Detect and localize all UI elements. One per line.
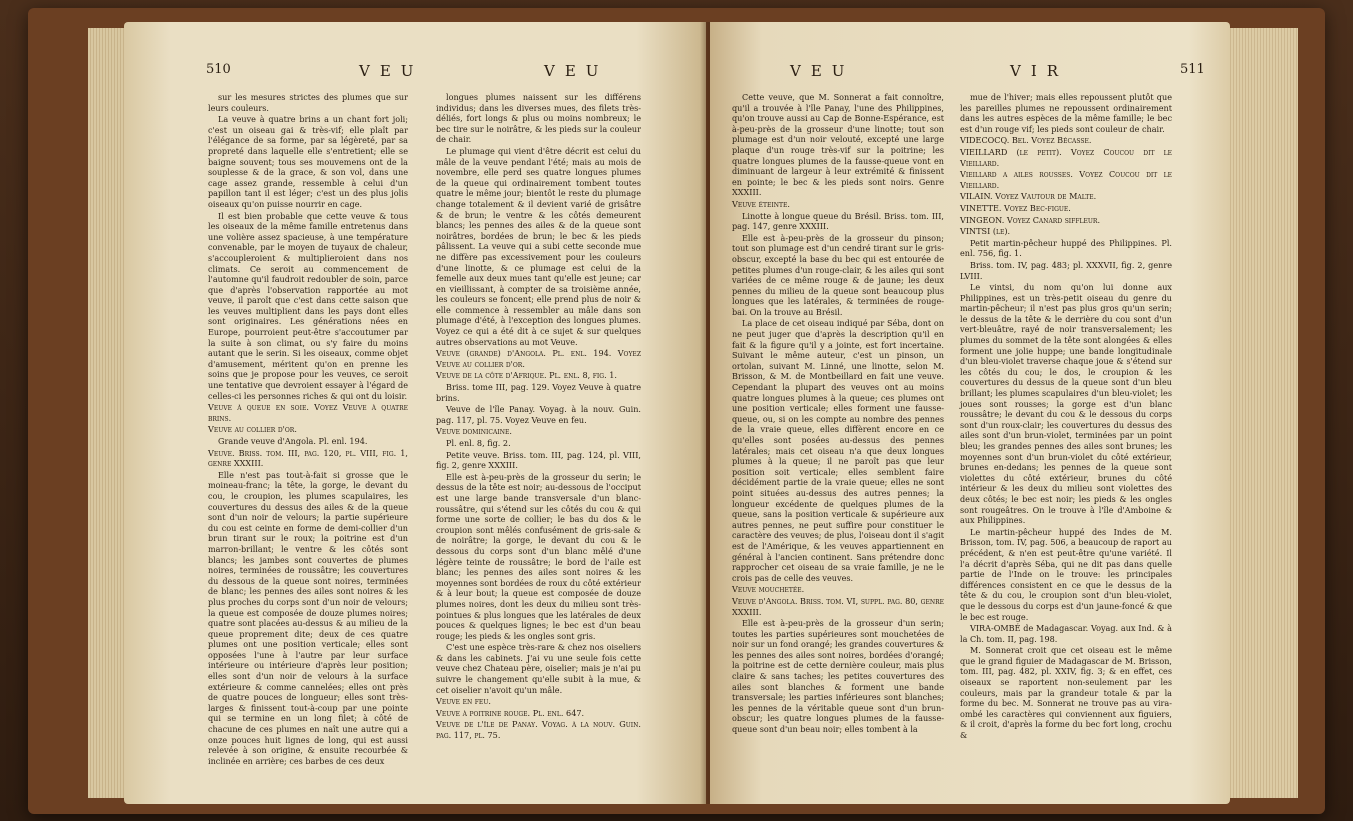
paragraph: La veuve à quatre brins a un chant fort joli; c'est un oiseau gai & très-vif; elle plaît par l'élégance de sa forme, par sa légèreté, par sa propreté dans laquelle elle s'entretient; elle se baigne souvent; tous ses mouvemens ont de la souplesse & de la grace, & son vol, dans une cage assez grande, ressemble à celui d'un papillon tant il est léger; c'est un des plus jolis oiseaux qu'on puisse nourrir en cage. <box>208 114 408 209</box>
paragraph: Pl. enl. 8, fig. 2. <box>446 438 511 448</box>
left-head-word-2: VEU <box>544 62 609 80</box>
paragraph: Le vintsi, du nom qu'on lui donne aux Philippines, est un très-petit oiseau du genre du martin-pêcheur; il n'est pas plus gros qu'un serin; le dessus de la tête & le derrière du cou sont d'un vert-bleuâtre, rayé de noir transversalement; les plumes du sommet de la tête sont alongées & elles forment une jolie huppe; une bande longitudinale d'un bleu-violet traverse chaque joue & s'étend sur les côtés du cou; le dos, le croupion & les couvertures du dessus de la queue sont d'un bleu brillant; les plumes scapulaires d'un bleu-violet; les joues sont rousses; la gorge est d'un blanc roussâtre; le devant du cou & le dessous du corps sont d'un roux-clair; les couvertures du dessus des ailes sont d'un brun-violet, terminées par un point bleu; les grandes pennes des ailes sont brunes; les moyennes sont d'un brun-violet du côté extérieur, brunes en-dedans; les pennes de la queue sont violettes du côté extérieur, brunes du côté intérieur & les deux du milieu sont violettes des deux côtés; le bec est noir; les pieds & les ongles sont rougeâtres. On le trouve à l'île d'Amboine & aux Philippines. <box>960 282 1172 526</box>
paragraph: Briss. tom. IV, pag. 483; pl. XXXVII, fig. 2, genre LVIII. <box>960 259 1172 281</box>
paragraph: Veuve de l'île de Panay. Voyag. à la nouv. Guin. pag. 117, pl. 75. <box>436 719 641 741</box>
paragraph: Linotte à longue queue du Brésil. Briss. tom. III, pag. 147, genre XXXIII. <box>732 210 944 232</box>
paragraph: Elle n'est pas tout-à-fait si grosse que le moineau-franc; la tête, la gorge, le devant du cou, le croupion, les plumes scapulaires, les couvertures du dessus des ailes & de la queue sont d'un noir de velours; la partie supérieure du cou est ceinte en forme de demi-collier d'un brun tirant sur le roux; la poitrine est d'un marron-brillant; le ventre & les côtés sont blancs; les jambes sont couvertes de plumes noires, terminées de roussâtre; les couvertures du dessous de la queue sont noires, terminées de blanc; les pennes des ailes sont noires & les plus proches du corps sont d'un noir de velours; la queue est composée de douze plumes noires; quatre sont placées au-dessus & au milieu de la queue proprement dite; deux de ces quatre plumes ont une position verticale; elles sont opposées l'une à l'autre par leur surface intérieure ou intérieure d'après leur position; elles sont d'un noir de velours à la surface extérieure & comme cannelées; elles ont près de quatre pouces de longueur; elles sont très-larges & finissent tout-à-coup par une pointe qui se termine en un long filet; à côté de chacune de ces plumes en naît une autre qui a onze pouces huit lignes de long, qui est aussi relevée à son origine, & ensuite recourbée & inclinée en arrière; ces barbes de ces deux <box>208 469 408 766</box>
paragraph: VINETTE. Voyez Bec-figue. <box>960 202 1071 213</box>
paragraph: Briss. tome III, pag. 129. Voyez Veuve à quatre brins. <box>436 382 641 403</box>
paragraph: Veuve à poitrine rouge. Pl. enl. 647. <box>436 707 585 718</box>
paragraph: Grande veuve d'Angola. Pl. enl. 194. <box>218 436 368 446</box>
paragraph: Cette veuve, que M. Sonnerat a fait connoître, qu'il a trouvée à l'île Panay, l'une des Philippines, qu'on trouve aussi au Cap de Bonne-Espérance, est à-peu-près de la grosseur d'une linotte; tout son plumage est d'un noir velouté, excepté une large plaque d'un rouge très-vif sur la poitrine; les quatre longues plumes de la fausse-queue vont en diminuant de largeur à leur extrémité & finissent en pointe; le bec & les pieds sont noirs. Genre XXXIII. <box>732 92 944 198</box>
paragraph: VIRA-OMBÉ de Madagascar. Voyag. aux Ind. & à la Ch. tom. II, pag. 198. <box>960 623 1172 644</box>
paragraph: VIEILLARD (le petit). Voyez Coucou dit le Vieillard. <box>960 146 1172 168</box>
paragraph: Veuve éteinte. <box>732 198 790 209</box>
paragraph: Veuve au collier d'or. <box>208 424 297 435</box>
paragraph: La place de cet oiseau indiqué par Séba, dont on ne peut juger que d'après la description qu'il en fait & la figure qu'il y a jointe, est fort incertaine. Suivant le même auteur, c'est un pinson, un ortolan, suivant M. Linné, une linotte, selon M. Brisson, & M. de Montbeillard en fait une veuve. Cependant la plupart des veuves ont au moins quatre longues plumes à la queue; ces plumes ont une position verticale; elles forment une fausse-queue, ou, si on les compte au nombre des pennes de la vraie queue, elles diffèrent encore en ce qu'elles sont posées au-dessus des pennes latérales; mais cet oiseau n'a que deux longues plumes à la queue; il ne paroît pas que leur position soit verticale; elles semblent faire décidément partie de la vraie queue; elles ne sont point situées au-dessus des autres pennes; la longueur excédente de quelques plumes de la queue, sans la position verticale & supérieure aux autres pennes, ne peut suffire pour constituer le caractère des veuves; de plus, l'oiseau dont il s'agit est de l'Amérique, & les veuves appartiennent en général à l'ancien continent. Sans prétendre donc rapprocher cet oiseau de sa vraie famille, je ne le crois pas de celle des veuves. <box>732 318 944 583</box>
left-page <box>124 22 706 804</box>
right-head-word-2: VIR <box>1010 62 1069 80</box>
right-column-2 <box>960 92 1172 742</box>
paragraph: Elle est à-peu-près de la grosseur du pinson; tout son plumage est d'un cendré tirant sur le gris-obscur, excepté la base du bec qui est entourée de petites plumes d'un rouge-clair, & les ailes qui sont variées de ce même rouge & de jaune; les deux pennes du milieu de la queue sont beaucoup plus longues que les latérales, & terminées de rouge-bai. On la trouve au Brésil. <box>732 232 944 317</box>
paragraph: Veuve d'Angola. Briss. tom. VI, suppl. pag. 80, genre XXXIII. <box>732 595 944 617</box>
paragraph: Veuve de l'île Panay. Voyag. à la nouv. Guin. pag. 117, pl. 75. Voyez Veuve en feu. <box>436 404 641 425</box>
paragraph: Le martin-pêcheur huppé des Indes de M. Brisson, tom. IV, pag. 506, a beaucoup de raport au précédent, & n'en est peut-être qu'une variété. Il l'a décrit d'après Séba, qui ne dit pas dans quelle partie de l'Inde on le trouve: les principales différences consistent en ce que le dessus de la tête & du cou, le croupion sont d'un bleu-violet, que le dessous du corps est d'un jaune-foncé & que le bec est rouge. <box>960 526 1172 622</box>
paragraph: Petit martin-pêcheur huppé des Philippines. Pl. enl. 756, fig. 1. <box>960 237 1172 259</box>
paragraph: VINGEON. Voyez Canard siffleur. <box>960 214 1101 225</box>
right-page-edges <box>1228 28 1298 798</box>
paragraph: M. Sonnerat croit que cet oiseau est le même que le grand figuier de Madagascar de M. Brisson, tom. III, pag. 482, pl. XXIV, fig. 3; & en effet, ces oiseaux se raportent non-seulement par les couleurs, mais par la grandeur totale & par la forme du bec. M. Sonnerat ne trouve pas au vira-ombé les caractères qui conviennent aux figuiers, & il croit, d'après la forme du bec fort long, crochu & <box>960 645 1172 741</box>
right-folio: 511 <box>1180 62 1205 77</box>
left-column-1 <box>208 92 408 767</box>
paragraph: VILAIN. Voyez Vautour de Malte. <box>960 191 1097 202</box>
paragraph: sur les mesures strictes des plumes que sur leurs couleurs. <box>208 92 408 113</box>
paragraph: Il est bien probable que cette veuve & tous les oiseaux de la même famille entretenus dans une volière assez spacieuse, à une température convenable, par le moyen de tuyaux de chaleur, s'accoupleroient & multiplieroient dans nos climats. Ce seroit au commencement de l'automne qu'il faudroit redoubler de soin, parce que d'après l'observation rapportée au mot veuve, il paroît que c'est dans cette saison que les veuves multiplient dans les pays dont elles sont originaires. Les générations nées en Europe, pourroient peut-être s'accoutumer par la suite à son climat, ou s'y faire du moins autant que le serin. Si les oiseaux, comme objet d'amusement, méritent qu'on en prenne les soins que je propose pour les veuves, ce seroit une tentative que devroient essayer à l'égard de celles-ci les personnes riches & qui ont du loisir. <box>208 210 408 401</box>
right-running-head <box>710 62 1230 84</box>
right-page <box>710 22 1230 804</box>
paragraph: Veuve. Briss. tom. III, pag. 120, pl. VIII, fig. 1, genre XXXIII. <box>208 447 408 469</box>
left-folio: 510 <box>206 62 231 77</box>
paragraph: Petite veuve. Briss. tom. III, pag. 124, pl. VIII, fig. 2, genre XXXIII. <box>436 449 641 471</box>
paragraph: longues plumes naissent sur les différens individus; dans les diverses mues, des filets très-déliés, fort longs & plus ou moins nombreux; le bec tire sur le noirâtre, & les pieds sur la couleur de chair. <box>436 92 641 145</box>
paragraph: Le plumage qui vient d'être décrit est celui du mâle de la veuve pendant l'été; mais au mois de novembre, elle perd ses quatre longues plumes de la queue qui ordinairement tombent toutes quatre le même jour; bientôt le reste du plumage change totalement & il devient varié de grisâtre & de brun; le ventre & les côtés demeurent blancs; les pennes des ailes & de la queue sont noirâtres, bordées de brun; le bec & les pieds pâlissent. La veuve qui a subi cette seconde mue ne diffère pas excessivement pour les couleurs d'une linotte, & ce plumage est celui de la femelle aux deux mues tant qu'elle est jeune; car en vieillissant, à compter de sa troisième année, les couleurs se foncent; elle prend plus de noir & elle commence à ressembler au mâle dans son plumage d'été, à l'exception des longues plumes. Voyez ce qui a été dit à ce sujet & sur quelques autres observations au mot Veuve. <box>436 145 641 347</box>
right-column-1 <box>732 92 944 736</box>
paragraph: Vieillard a ailes rousses. Voyez Coucou dit le Vieillard. <box>960 169 1172 190</box>
open-book <box>28 8 1325 814</box>
paragraph: Elle est à-peu-près de la grosseur d'un serin; toutes les parties supérieures sont mouchetées de noir sur un fond orangé; les grandes couvertures & les pennes des ailes sont noires, bordées d'orangé; la poitrine est de cette dernière couleur, mais plus claire & sans taches; les petites couvertures des ailes sont blanches & forment une bande transversale; les parties inférieures sont blanches; les pennes de la véritable queue sont d'un brun-obscur; les quatre longues plumes de la fausse-queue sont d'un beau noir; elles tombent à la <box>732 618 944 735</box>
paragraph: Elle est à-peu-près de la grosseur du serin; le dessus de la tête est noir; au-dessous de l'occiput est une large bande transversale d'un blanc-roussâtre, qui s'étend sur les côtés du cou & qui forme une sorte de collier; le bas du dos & le croupion sont mêlés confusément de gris-sale & de noirâtre; la gorge, le devant du cou & le dessous du corps sont d'un blanc mêlé d'une légère teinte de roussâtre; le bord de l'aile est blanc; les pennes des ailes sont noires & les moyennes sont bordées de roux du côté extérieur & à leur bout; la queue est composée de douze plumes noires, dont les deux du milieu sont très-pointues & plus longues que les latérales de deux pouces & quelques lignes; le bec est d'un beau rouge; les pieds & les ongles sont gris. <box>436 471 641 641</box>
paragraph: Veuve à queue en soie. Voyez Veuve à quatre brins. <box>208 402 408 423</box>
paragraph: C'est une espèce très-rare & chez nos oiseliers & dans les cabinets. J'ai vu une seule fois cette veuve chez Chateau père, oiselier; mais je n'ai pu suivre le changement qu'elle subit à la mue, & cet oiselier n'avoit qu'un mâle. <box>436 642 641 695</box>
paragraph: VIDECOCQ. Bel. Voyez Bécasse. <box>960 135 1092 146</box>
paragraph: Veuve de la côte d'Afrique. Pl. enl. 8, fig. 1. <box>436 370 617 381</box>
paragraph: mue de l'hiver; mais elles repoussent plutôt que les pareilles plumes ne repoussent ordinairement dans les autres espèces de la même famille; le bec est d'un rouge vif; les pieds sont couleur de chair. <box>960 92 1172 134</box>
left-running-head <box>124 62 706 84</box>
paragraph: Veuve mouchetée. <box>732 584 805 595</box>
left-page-edges <box>88 28 128 798</box>
paragraph: Veuve (grande) d'Angola. Pl. enl. 194. Voyez Veuve au collier d'or. <box>436 348 641 369</box>
left-head-word: VEU <box>359 62 424 80</box>
paragraph: Veuve dominicaine. <box>436 426 512 437</box>
paragraph: VINTSI (le). <box>960 226 1011 237</box>
paragraph: Veuve en feu. <box>436 696 491 707</box>
left-column-2 <box>436 92 641 742</box>
right-head-word: VEU <box>790 62 855 80</box>
